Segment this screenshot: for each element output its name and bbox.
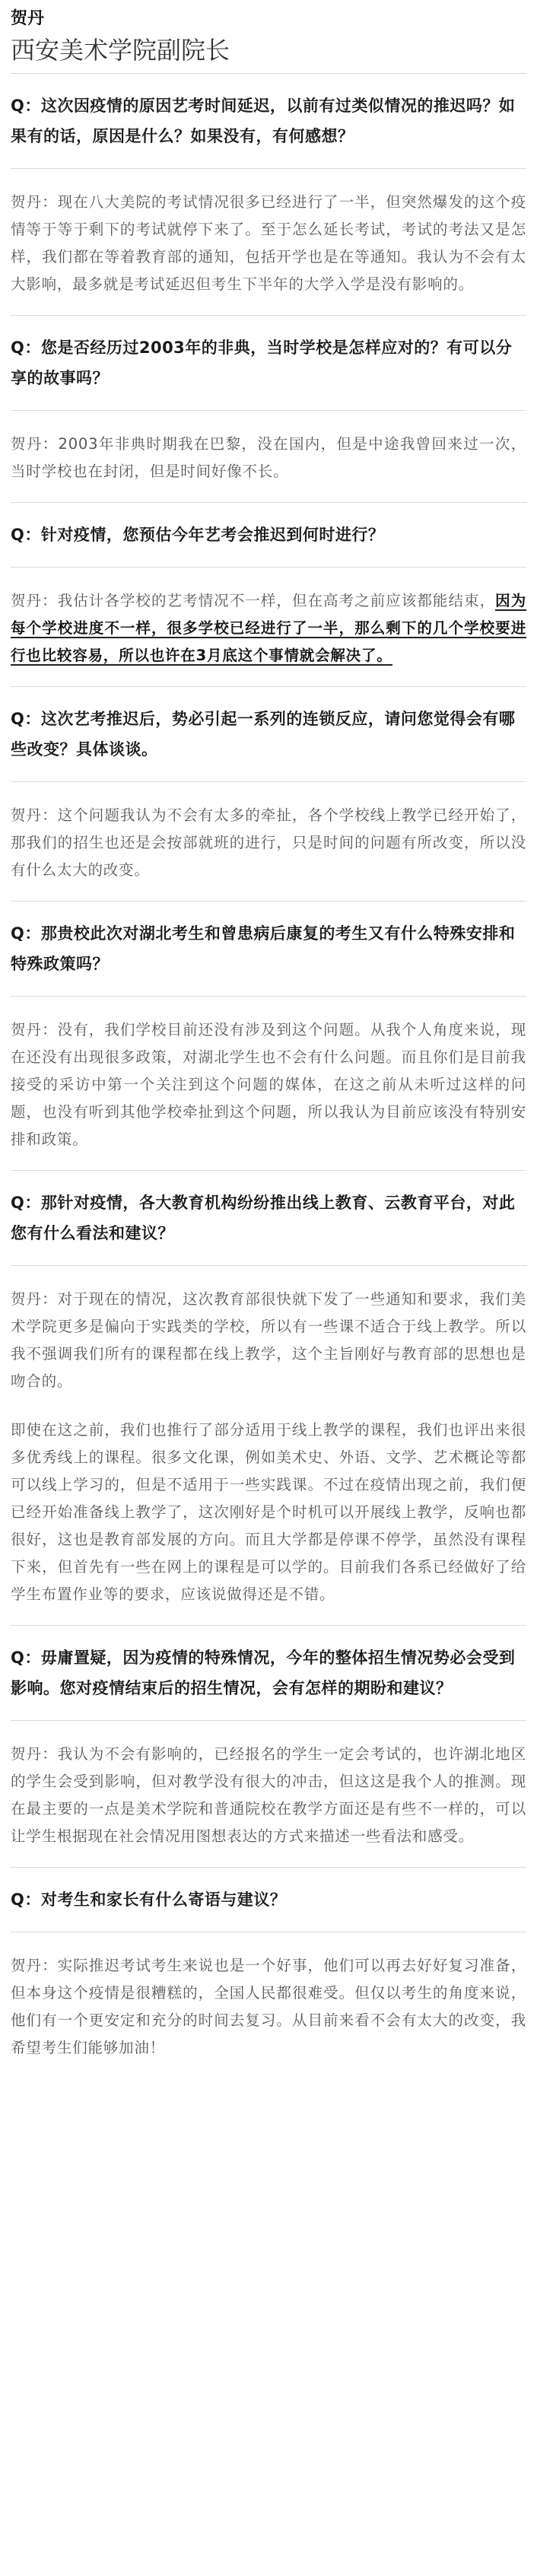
qa-block-1 [11, 91, 526, 316]
answer-text: 贺丹：现在八大美院的考试情况很多已经进行了一半，但突然爆发的这个疫情等于等于剩下的考试就停下来了。至于怎么延长考试，考试的考法又是怎样，我们都在等着教育部的通知，包括开学也是在等通知。我认为不会有太大影响，最多就是考试延迟但考生下半年的大学入学是没有影响的。 [11, 193, 526, 293]
question-text: Q：那贵校此次对湖北考生和曾患病后康复的考生又有什么特殊安排和特殊政策吗？ [11, 924, 516, 973]
qa-divider [11, 567, 526, 568]
qa-divider [11, 781, 526, 782]
answer-text: 贺丹：这个问题我认为不会有太多的牵扯，各个学校线上教学已经开始了，那我们的招生也还是会按部就班的进行，只是时间的问题有所改变，所以没有什么太大的改变。 [11, 806, 526, 879]
answer-text: 贺丹：2003年非典时期我在巴黎，没在国内，但是中途我曾回来过一次，当时学校也在封闭，但是时间好像不长。 [11, 435, 526, 480]
answer-text: 贺丹：实际推迟考试考生来说也是一个好事，他们可以再去好好复习准备，但本身这个疫情是很糟糕的，全国人民都很难受。但仅以考生的角度来说，他们有一个更安定和充分的时间去复习。从目前来看不会有太大的改变，我希望考生们能够加油！ [11, 1957, 526, 2056]
qa-divider [11, 1265, 526, 1266]
answer-text [11, 587, 526, 669]
qa-block-3 [11, 520, 526, 687]
qa-block-2 [11, 332, 526, 503]
question-text: Q：这次艺考推迟后，势必引起一系列的连锁反应，请问您觉得会有哪些改变？具体谈谈。 [11, 710, 516, 758]
qa-divider [11, 1170, 526, 1171]
answer-text: 贺丹：对于现在的情况，这次教育部很快就下发了一些通知和要求，我们美术学院更多是偏向于实践类的学校，所以有一些课不适合于线上教学。所以我不强调我们所有的课程都在线上教学，这个主旨刚好与教育部的思想也是吻合的。 [11, 1290, 526, 1390]
answer-text: 贺丹：没有，我们学校目前还没有涉及到这个问题。从我个人角度来说，现在还没有出现很多政策，对湖北学生也不会有什么问题。而且你们是目前我接受的采访中第一个关注到这个问题的媒体，在这之前从未听过这样的问题，也没有听到其他学校牵扯到这个问题，所以我认为目前应该没有特别安排和政策。 [11, 1021, 526, 1148]
question-text: Q：您是否经历过2003年的非典，当时学校是怎样应对的？有可以分享的故事吗？ [11, 339, 513, 387]
qa-divider [11, 996, 526, 997]
qa-divider [11, 686, 526, 687]
qa-divider [11, 315, 526, 316]
qa-divider [11, 901, 526, 902]
answer-plain-text: 贺丹：我估计各学校的艺考情况不一样，但在高考之前应该都能结束， [11, 592, 496, 609]
qa-divider [11, 502, 526, 503]
qa-block-4 [11, 704, 526, 902]
answer-text: 贺丹：我认为不会有影响的，已经报名的学生一定会考试的，也许湖北地区的学生会受到影响，但对教学没有很大的冲击，但这这是我个人的推测。现在最主要的一点是美术学院和普通院校在教学方面还是有些不一样的，可以让学生根据现在社会情况用图想表达的方式来描述一些看法和感受。 [11, 1745, 526, 1845]
question-text: Q：这次因疫情的原因艺考时间延迟，以前有过类似情况的推迟吗？如果有的话，原因是什么？如果没有，有何感想？ [11, 97, 516, 145]
question-text: Q：针对疫情，您预估今年艺考会推迟到何时进行？ [11, 526, 385, 544]
answer-text-continued: 即使在这之前，我们也推行了部分适用于线上教学的课程，我们也评出来很多优秀线上的课程。很多文化课，例如美术史、外语、文学、艺术概论等都可以线上学习的，但是不适用于一些实践课。不过在疫情出现之前，我们便已经开始准备线上教学了，这次刚好是个时机可以开展线上教学，反响也都很好，这也是教育部发展的方向。而且大学都是停课不停学，虽然没有课程下来，但首先有一些在网上的课程是可以学的。目前我们各系已经做好了给学生布置作业等的要求，应该说做得还是不错。 [11, 1421, 526, 1603]
qa-block-7 [11, 1643, 526, 1868]
answer-emphasis-text: 因为每个学校进度不一样，很多学校已经进行了一半，那么剩下的几个学校要进行也比较容易，所以也许在3月底这个事情就会解决了。 [11, 592, 526, 664]
question-text: Q：毋庸置疑，因为疫情的特殊情况，今年的整体招生情况势必会受到影响。您对疫情结束后的招生情况，会有怎样的期盼和建议？ [11, 1649, 516, 1697]
interviewee-title: 西安美术学院副院长 [11, 36, 230, 65]
qa-divider [11, 1625, 526, 1626]
qa-block-6 [11, 1188, 526, 1626]
qa-divider [11, 1720, 526, 1721]
qa-divider [11, 168, 526, 169]
qa-divider [11, 410, 526, 411]
header-divider [11, 73, 526, 74]
interviewee-name: 贺丹 [11, 9, 45, 28]
question-text: Q：那针对疫情，各大教育机构纷纷推出线上教育、云教育平台，对此您有什么看法和建议？ [11, 1194, 516, 1242]
qa-block-5 [11, 918, 526, 1171]
qa-divider [11, 1867, 526, 1868]
question-text: Q：对考生和家长有什么寄语与建议？ [11, 1891, 287, 1909]
qa-block-8 [11, 1884, 526, 2062]
article-header [11, 0, 526, 74]
